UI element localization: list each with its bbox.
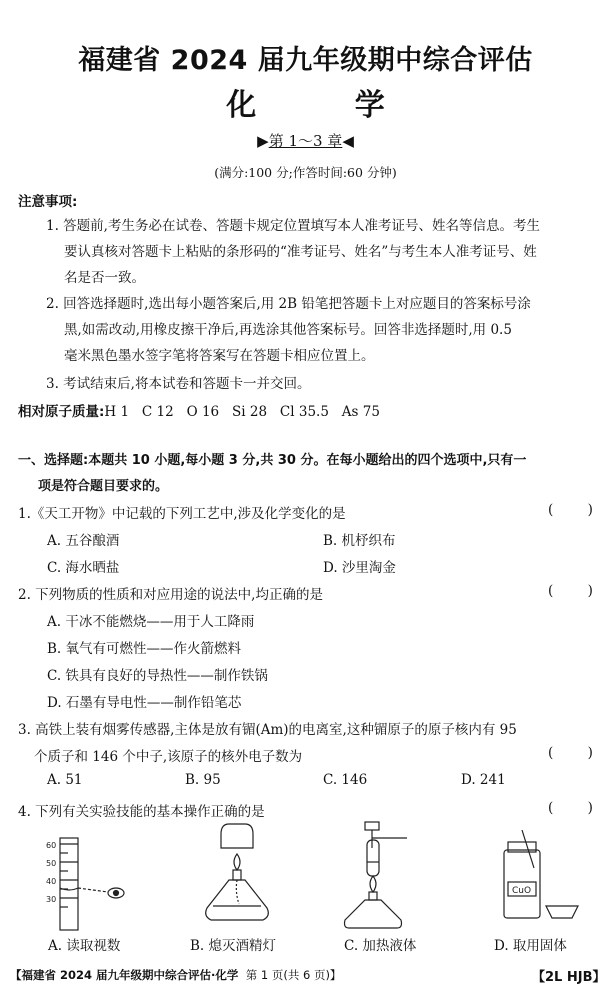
answer-paren: ( ) (548, 502, 593, 518)
cylinder-body (60, 838, 78, 930)
question-3-stem: 3. 高铁上装有烟雾传感器,主体是放有镅(Am)的电离室,这种镅原子的原子核内有 95 (18, 722, 517, 738)
footer-page-info: 第 1 页(共 6 页)】 (238, 968, 342, 982)
notes-heading: 注意事项: (18, 194, 78, 210)
answer-paren: ( ) (548, 800, 593, 816)
option-a: A. 干冰不能燃烧——用于人工降雨 (47, 614, 255, 630)
note-line: 名是否一致。 (64, 270, 145, 286)
lamp-cap (221, 824, 253, 848)
figure-caption-c: C. 加热液体 (344, 938, 417, 954)
figure-caption-b: B. 熄灭酒精灯 (190, 938, 277, 954)
footer-left (10, 967, 341, 983)
wick-holder (233, 870, 241, 880)
triangle-right-icon: ▶ (257, 132, 269, 150)
note-line: 1. 答题前,考生务必在试卷、答题卡规定位置填写本人准考证号、姓名等信息。考生 (46, 218, 540, 234)
tick-label: 50 (46, 859, 57, 868)
answer-paren: ( ) (548, 583, 593, 599)
tick-label: 30 (46, 895, 57, 904)
atomic-mass-label: 相对原子质量: (18, 404, 105, 420)
question-3-stem-cont: 个质子和 146 个中子,该原子的核外电子数为 (34, 749, 303, 765)
footer-code: 【2L HJB】 (532, 970, 606, 985)
triangle-left-icon: ◀ (342, 132, 354, 150)
note-line: 3. 考试结束后,将本试卷和答题卡一并交回。 (46, 376, 311, 392)
bottle-label-text: CuO (512, 886, 532, 896)
test-tube (367, 840, 379, 876)
atomic-mass-values: H 1 C 12 O 16 Si 28 Cl 35.5 As 75 (104, 404, 380, 420)
option-b: B. 95 (185, 772, 221, 788)
section-heading: 一、选择题:本题共 10 小题,每小题 3 分,共 30 分。在每小题给出的四个选项中,只有一 (18, 453, 527, 468)
exam-title: 福建省 2024 届九年级期中综合评估 (78, 45, 533, 76)
option-c: C. 146 (323, 772, 368, 788)
taking-solid-figure (498, 828, 588, 928)
atomic-mass (18, 400, 380, 420)
flame-icon (234, 854, 240, 870)
meniscus (60, 888, 78, 890)
tick-label: 40 (46, 877, 57, 886)
note-line: 黑,如需改动,用橡皮擦干净后,再选涂其他答案标号。回答非选择题时,用 0.5 (64, 322, 512, 338)
option-d: D. 241 (461, 772, 506, 788)
option-a: A. 五谷酿酒 (47, 533, 120, 549)
dish (546, 906, 578, 918)
note-line: 毫米黑色墨水签字笔将答案写在答题卡相应位置上。 (64, 348, 375, 364)
chapter-range (0, 130, 611, 151)
subject-title: 化 学 (226, 88, 429, 123)
option-c: C. 铁具有良好的导热性——制作铁锅 (47, 668, 268, 684)
lamp-body (206, 880, 269, 920)
section-heading-cont: 项是符合题目要求的。 (38, 479, 169, 494)
score-info: (满分:100 分;作答时间:60 分钟) (214, 165, 397, 180)
reagent-bottle (504, 850, 540, 918)
note-line: 2. 回答选择题时,选出每小题答案后,用 2B 铅笔把答题卡上对应题目的答案标号涂 (46, 296, 531, 312)
flame-icon (370, 876, 376, 892)
graduated-cylinder-figure (40, 828, 150, 928)
tick-label: 60 (46, 841, 57, 850)
option-c: C. 海水晒盐 (47, 560, 120, 576)
question-1-stem: 1.《天工开物》中记载的下列工艺中,涉及化学变化的是 (18, 506, 346, 522)
option-d: D. 石墨有导电性——制作铅笔芯 (47, 695, 242, 711)
chapter-label: 第 1～3 章 (268, 132, 343, 150)
heating-liquid-figure (345, 818, 435, 930)
sight-line (78, 888, 108, 892)
option-d: D. 沙里淘金 (323, 560, 396, 576)
lamp-body (345, 900, 402, 928)
note-line: 要认真核对答题卡上粘贴的条形码的“准考证号、姓名”与考生本人准考证号、姓 (64, 244, 537, 260)
question-4-stem: 4. 下列有关实验技能的基本操作正确的是 (18, 804, 265, 820)
figure-caption-a: A. 读取视数 (48, 938, 121, 954)
alcohol-lamp-extinguish-figure (205, 820, 285, 930)
answer-paren: ( ) (548, 745, 593, 761)
option-a: A. 51 (47, 772, 83, 788)
question-2-stem: 2. 下列物质的性质和对应用途的说法中,均正确的是 (18, 587, 323, 603)
figure-caption-d: D. 取用固体 (494, 938, 567, 954)
footer-exam-name: 【福建省 2024 届九年级期中综合评估·化学 (10, 968, 239, 982)
option-b: B. 氧气有可燃性——作火箭燃料 (47, 641, 242, 657)
tube-clamp-top (365, 822, 379, 830)
option-b: B. 机杼织布 (323, 533, 396, 549)
spatula (522, 830, 534, 868)
